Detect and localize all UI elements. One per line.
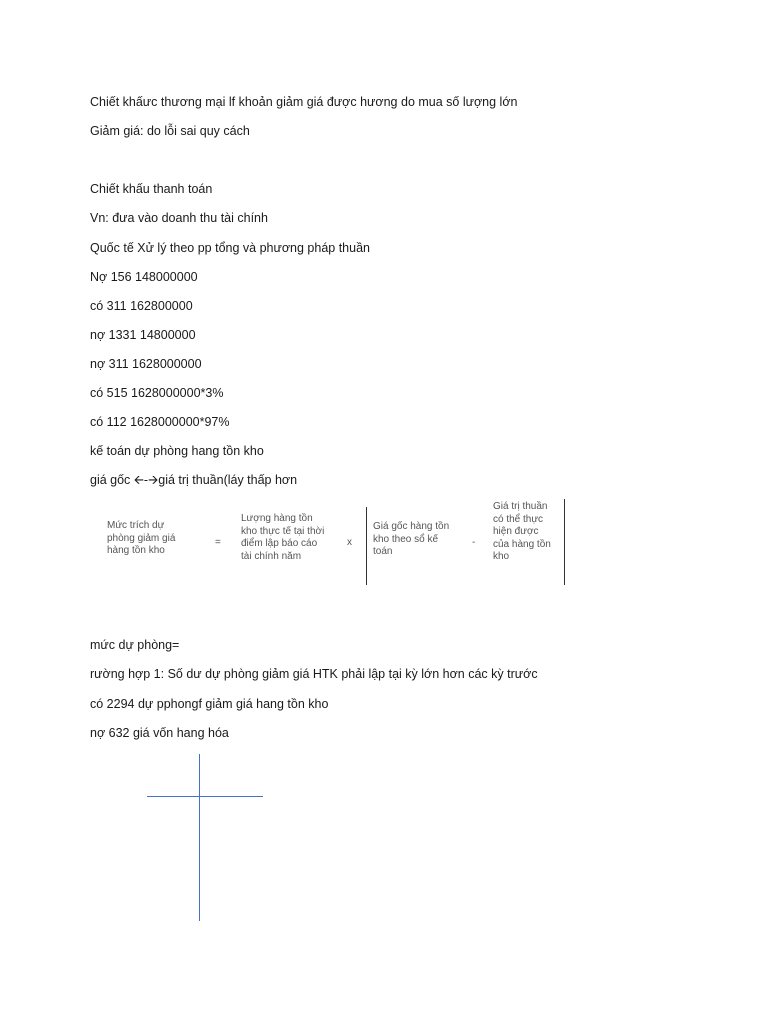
text-line-credit-112: có 112 1628000000*97% <box>90 415 230 429</box>
formula-provision-rate: Mức trích dự phòng giảm giá hàng tồn kho <box>107 520 176 556</box>
text-line-credit-515: có 515 1628000000*3% <box>90 386 224 400</box>
text-line-debit-311: nợ 311 1628000000 <box>90 357 202 371</box>
formula-net-realizable-value: Giá trị thuần có thể thực hiện được của hàng tồn kho <box>493 501 551 562</box>
formula-minus-sign: - <box>472 537 476 548</box>
text-line-payment-discount: Chiết khấu thanh toán <box>90 182 213 196</box>
text-line-debit-632: nợ 632 giá vốn hang hóa <box>90 726 229 740</box>
text-line-debit-156: Nợ 156 148000000 <box>90 270 198 284</box>
formula-divider-left <box>366 507 367 585</box>
formula-equals-sign: = <box>215 537 221 548</box>
text-line-debit-1331: nợ 1331 14800000 <box>90 328 196 342</box>
formula-inventory-quantity: Lượng hàng tồn kho thực tế tại thời điểm lập báo cáo tài chính năm <box>241 513 325 562</box>
text-line-provision-level: mức dự phòng= <box>90 638 180 652</box>
t-account-vertical-line <box>199 754 200 921</box>
formula-book-cost: Giá gốc hàng tồn kho theo sổ kế toán <box>373 521 450 557</box>
formula-divider-right <box>564 499 565 585</box>
provision-formula-image <box>90 497 570 589</box>
text-line-credit-2294: có 2294 dự pphongf giảm giá hang tồn kho <box>90 697 329 711</box>
text-line-trade-discount: Chiết khấưc thương mại lf khoản giảm giá được hương do mua số lượng lớn <box>90 95 518 109</box>
text-line-credit-311: có 311 162800000 <box>90 299 193 313</box>
text-line-case-1: rường hợp 1: Số dư dự phòng giảm giá HTK phải lập tại kỳ lớn hơn các kỳ trước <box>90 667 538 681</box>
text-line-cost-vs-net-value: giá gốc 🡨-🡪giá trị thuần(láy thấp hơn <box>90 473 298 487</box>
text-line-price-reduction: Giảm giá: do lỗi sai quy cách <box>90 124 250 138</box>
formula-times-sign: x <box>347 537 352 548</box>
text-line-vn-financial-revenue: Vn: đưa vào doanh thu tài chính <box>90 211 268 225</box>
text-line-inventory-provision: kế toán dự phòng hang tồn kho <box>90 444 264 458</box>
text-line-international-method: Quốc tế Xử lý theo pp tổng và phương pháp thuần <box>90 241 370 255</box>
t-account-horizontal-line <box>147 796 263 797</box>
